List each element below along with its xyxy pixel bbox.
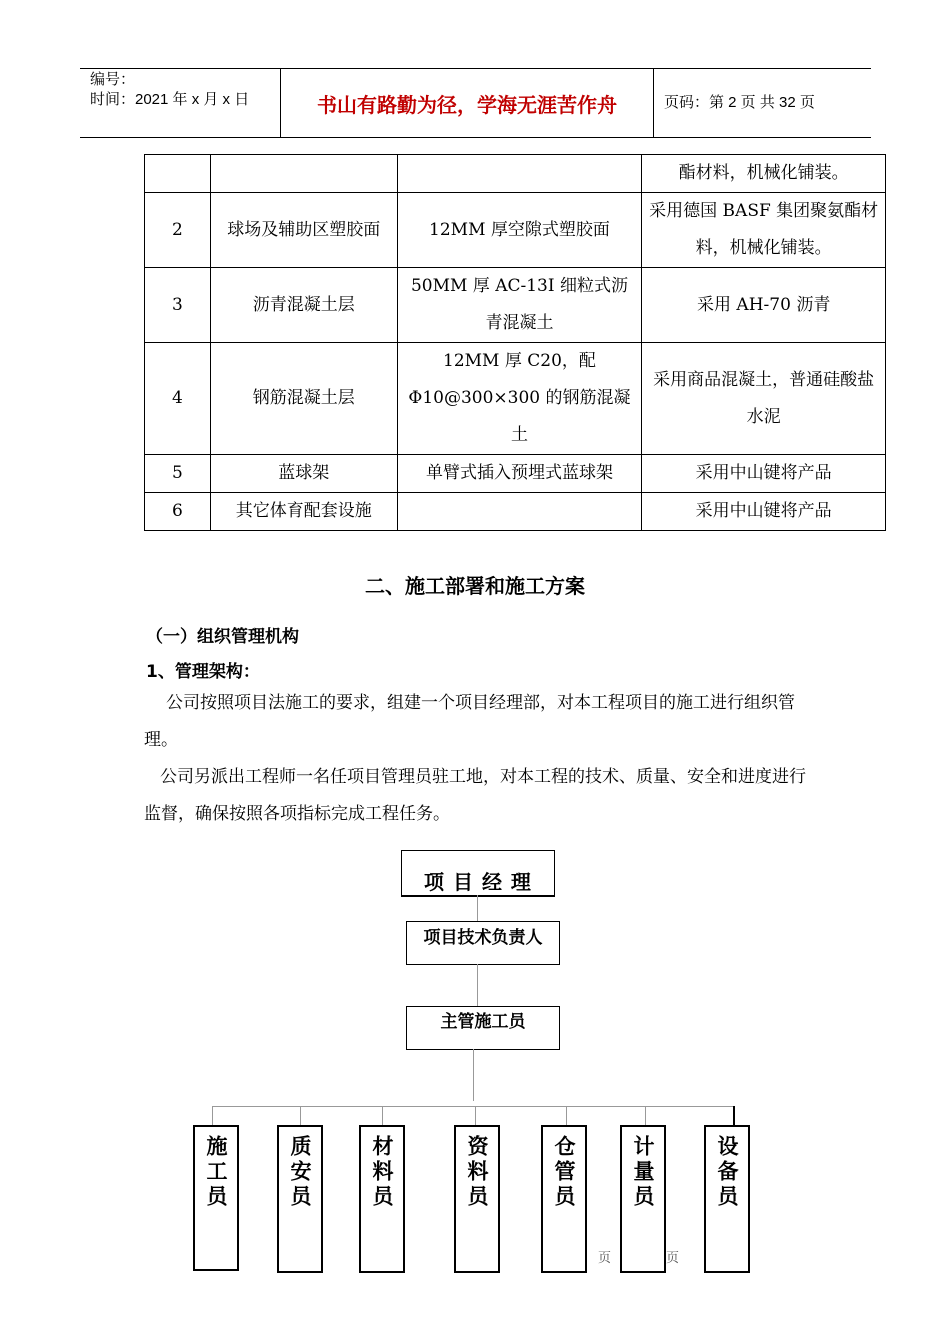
paragraph-1: 公司按照项目法施工的要求，组建一个项目经理部，对本工程项目的施工进行组织管理。	[144, 693, 795, 750]
cell-item: 沥青混凝土层	[210, 268, 397, 343]
org-member-box	[359, 1125, 405, 1273]
header-page-cell	[654, 69, 871, 137]
section-title: 二、施工部署和施工方案	[365, 574, 585, 598]
cell-item	[210, 155, 397, 193]
org-chief-constructor: 主管施工员	[406, 1006, 560, 1050]
cell-note: 采用中山键将产品	[642, 455, 886, 493]
document-time: 时间：2021 年 x 月 x 日	[90, 91, 250, 108]
org-member-label: 计量员	[631, 1135, 655, 1210]
paragraph-2: 公司另派出工程师一名任项目管理员驻工地，对本工程的技术、质量、安全和进度进行监督，确保按照各项指标完成工程任务。	[144, 767, 806, 824]
org-member-label: 资料员	[465, 1135, 489, 1210]
connector-line	[477, 964, 478, 1006]
connector-bus	[212, 1106, 734, 1107]
cell-spec: 50MM 厚 AC-13I 细粒式沥青混凝土	[397, 268, 642, 343]
connector-line	[477, 895, 478, 921]
connector-line	[382, 1106, 383, 1125]
org-member-label: 仓管员	[552, 1135, 576, 1210]
cell-spec: 单臂式插入预埋式蓝球架	[397, 455, 642, 493]
page-number: 页码：第 2 页 共 32 页	[664, 94, 815, 111]
org-member-label: 质安员	[288, 1135, 312, 1210]
org-member-label: 材料员	[370, 1135, 394, 1210]
header-meta	[80, 69, 281, 137]
cell-item: 钢筋混凝土层	[210, 343, 397, 455]
table-row	[145, 493, 886, 531]
cell-spec	[397, 493, 642, 531]
org-member-box	[277, 1125, 323, 1273]
spec-table	[144, 154, 886, 531]
org-tech-lead: 项目技术负责人	[406, 921, 560, 965]
cell-no: 2	[145, 193, 211, 268]
table-row	[145, 268, 886, 343]
cell-no: 6	[145, 493, 211, 531]
cell-note: 酯材料，机械化铺装。	[642, 155, 886, 193]
org-member-box	[193, 1125, 239, 1271]
cell-no: 5	[145, 455, 211, 493]
item-title: 1、管理架构：	[146, 662, 260, 682]
page-header	[80, 68, 871, 138]
cell-item: 球场及辅助区塑胶面	[210, 193, 397, 268]
cell-no	[145, 155, 211, 193]
connector-line	[212, 1106, 213, 1125]
cell-note: 采用 AH-70 沥青	[642, 268, 886, 343]
cell-item: 其它体育配套设施	[210, 493, 397, 531]
table-row	[145, 343, 886, 455]
org-member-label: 施工员	[204, 1135, 228, 1210]
connector-line	[473, 1049, 474, 1101]
subsection-title: （一）组织管理机构	[146, 627, 299, 647]
cell-note: 采用商品混凝土，普通硅酸盐水泥	[642, 343, 886, 455]
header-motto-cell	[281, 69, 654, 137]
org-project-manager: 项 目 经 理	[401, 850, 555, 897]
table-row	[145, 193, 886, 268]
cell-note: 采用德国 BASF 集团聚氨酯材料，机械化铺装。	[642, 193, 886, 268]
cell-spec: 12MM 厚 C20，配Φ10@300×300 的钢筋混凝土	[397, 343, 642, 455]
cell-item: 蓝球架	[210, 455, 397, 493]
table-row	[145, 155, 886, 193]
cell-note: 采用中山键将产品	[642, 493, 886, 531]
connector-line	[475, 1106, 476, 1125]
cell-no: 3	[145, 268, 211, 343]
connector-line	[566, 1106, 567, 1125]
cell-no: 4	[145, 343, 211, 455]
org-member-box	[541, 1125, 587, 1273]
connector-line	[645, 1106, 646, 1125]
org-member-label: 设备员	[715, 1135, 739, 1210]
cell-spec: 12MM 厚空隙式塑胶面	[397, 193, 642, 268]
org-member-box	[620, 1125, 666, 1273]
connector-line	[733, 1106, 735, 1125]
org-member-box	[704, 1125, 750, 1273]
table-row	[145, 455, 886, 493]
connector-line	[300, 1106, 301, 1125]
footer-page-left: 页	[598, 1251, 612, 1266]
motto: 书山有路勤为径，学海无涯苦作舟	[317, 92, 617, 117]
org-member-box	[454, 1125, 500, 1273]
cell-spec	[397, 155, 642, 193]
document-number: 编号：	[90, 71, 136, 88]
footer-page-right: 页	[666, 1251, 680, 1266]
